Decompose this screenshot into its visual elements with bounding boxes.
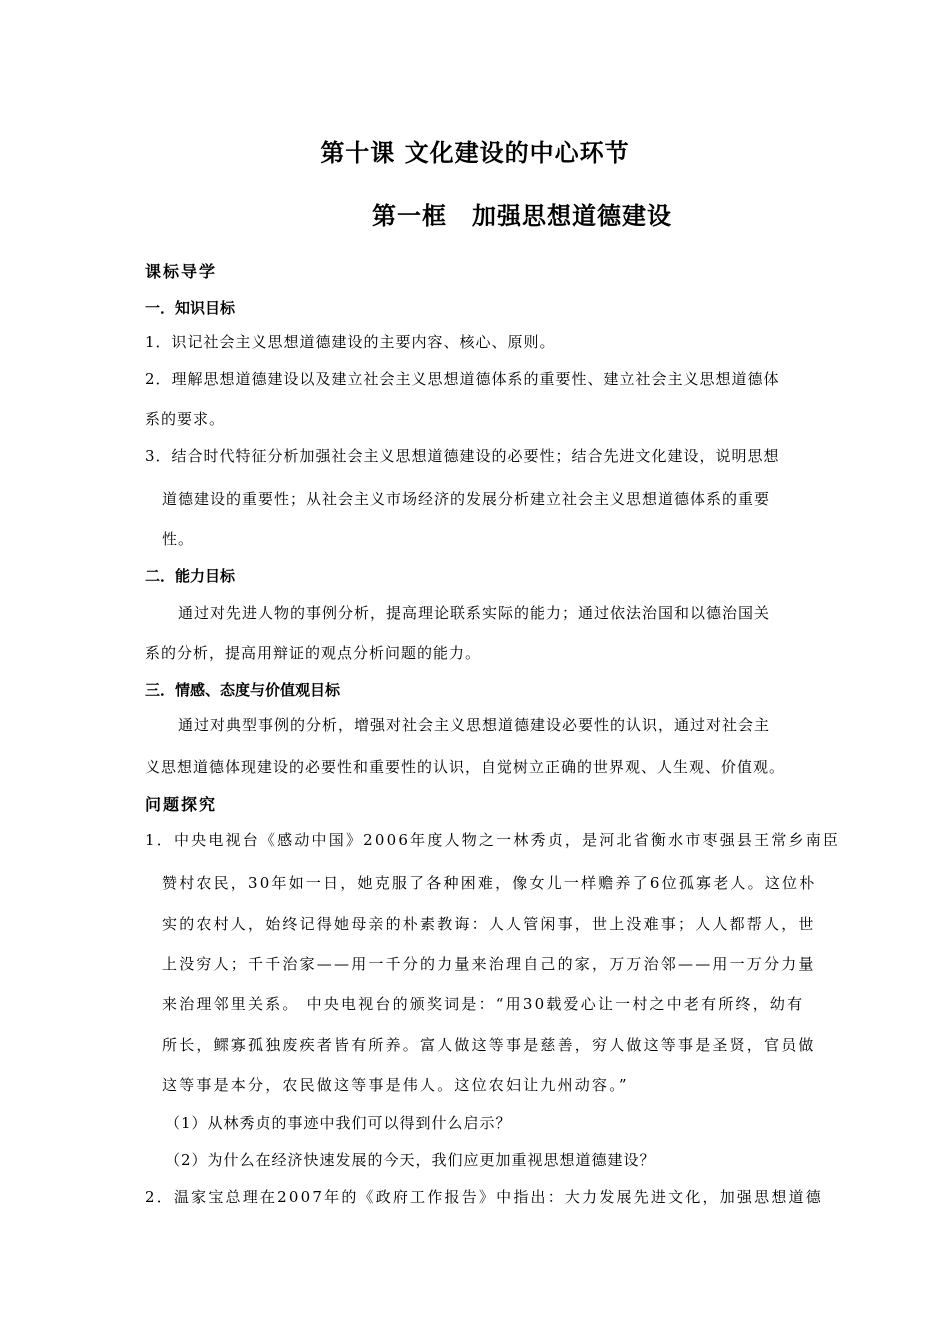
knowledge-item-1: 1．识记社会主义思想道德建设的主要内容、核心、原则。 <box>145 333 556 351</box>
knowledge-item-3-line-1: 3．结合时代特征分析加强社会主义思想道德建设的必要性；结合先进文化建设，说明思想 <box>145 447 780 465</box>
section-heading-inquiry: 问题探究 <box>145 795 218 814</box>
knowledge-item-2-line-2: 系的要求。 <box>145 410 226 428</box>
q1-line-7: 这等事是本分，农民做这等事是伟人。这位农妇让九州动容。” <box>162 1076 629 1094</box>
knowledge-item-3-line-3: 性。 <box>162 530 195 548</box>
q1-line-5: 来治理邻里关系。 中央电视台的颁奖词是：“用30载爱心让一村之中老有所终，幼有 <box>162 995 805 1013</box>
section-heading-guide: 课标导学 <box>145 262 218 281</box>
knowledge-item-2-line-1: 2．理解思想道德建设以及建立社会主义思想道德体系的重要性、建立社会主义思想道德体 <box>145 370 780 388</box>
ability-line-1: 通过对先进人物的事例分析，提高理论联系实际的能力；通过依法治国和以德治国关 <box>178 604 771 622</box>
emotion-heading: 三．情感、态度与价值观目标 <box>145 681 341 699</box>
ability-line-2: 系的分析，提高用辩证的观点分析问题的能力。 <box>145 644 482 662</box>
q1-sub-question-2: （2）为什么在经济快速发展的今天，我们应更加重视思想道德建设？ <box>165 1151 656 1169</box>
q2-line-1: 2．温家宝总理在2007年的《政府工作报告》中指出：大力发展先进文化，加强思想道德 <box>145 1188 823 1206</box>
page-title: 第十课 文化建设的中心环节 <box>320 139 630 167</box>
ability-heading: 二．能力目标 <box>145 567 236 585</box>
knowledge-heading: 一．知识目标 <box>145 299 236 317</box>
emotion-line-1: 通过对典型事例的分析，增强对社会主义思想道德建设必要性的认识，通过对社会主 <box>178 716 771 734</box>
q1-line-6: 所长，鳏寡孤独废疾者皆有所养。富人做这等事是慈善，穷人做这等事是圣贤，官员做 <box>162 1036 816 1054</box>
q1-sub-question-1: （1）从林秀贞的事迹中我们可以得到什么启示？ <box>165 1114 512 1132</box>
emotion-line-2: 义思想道德体现建设的必要性和重要性的认识，自觉树立正确的世界观、人生观、价值观。 <box>145 758 786 776</box>
page-subtitle: 第一框 加强思想道德建设 <box>372 202 672 230</box>
knowledge-item-3-line-2: 道德建设的重要性；从社会主义市场经济的发展分析建立社会主义思想道德体系的重要 <box>162 490 771 508</box>
q1-line-3: 实的农村人，始终记得她母亲的朴素教诲：人人管闲事，世上没难事；人人都帮人，世 <box>162 915 816 933</box>
q1-line-1: 1．中央电视台《感动中国》2006年度人物之一林秀贞，是河北省衡水市枣强县王常乡南臣 <box>145 831 841 849</box>
q1-line-4: 上没穷人；千千治家——用一千分的力量来治理自己的家，万万治邻——用一万分力量 <box>162 955 816 973</box>
q1-line-2: 赞村农民，30年如一日，她克服了各种困难，像女儿一样赡养了6位孤寡老人。这位朴 <box>162 874 817 892</box>
